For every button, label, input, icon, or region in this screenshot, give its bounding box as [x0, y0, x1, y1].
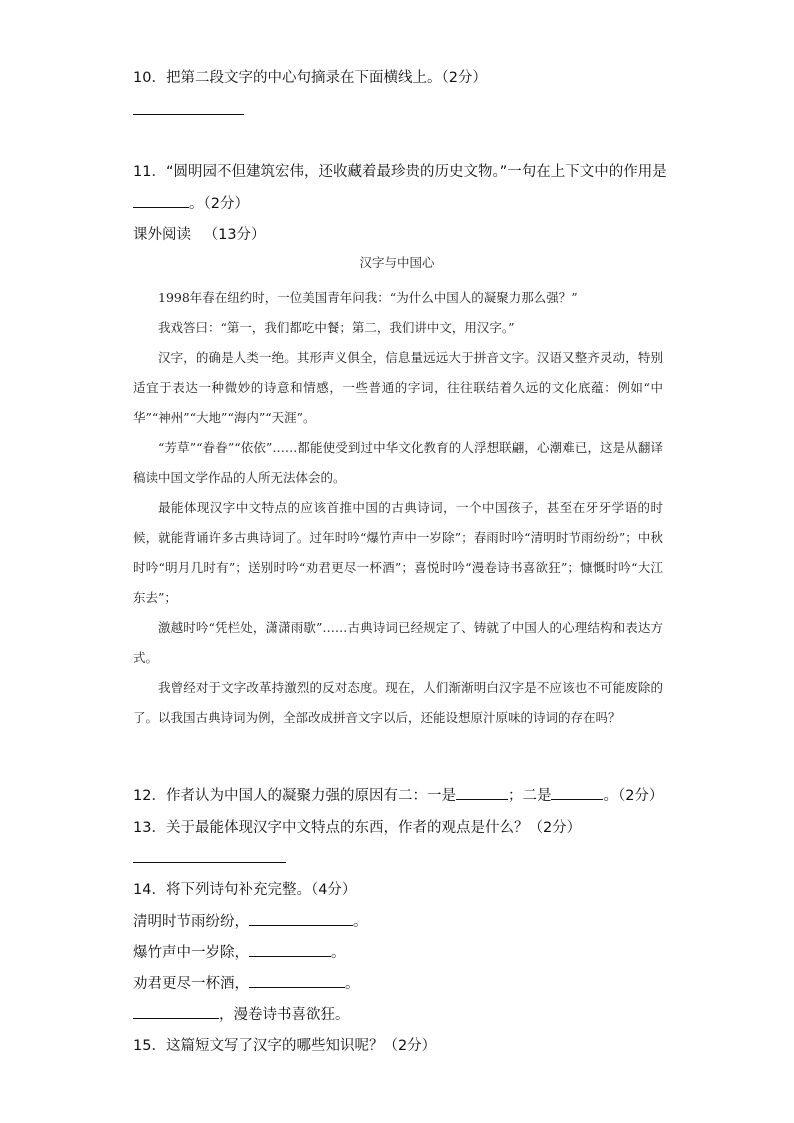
article-body — [133, 283, 663, 733]
poem-line-after: 。 — [353, 914, 368, 930]
poem-line-before: 劝君更尽一杯酒， — [133, 976, 249, 992]
question-11-suffix: 。（2分） — [189, 196, 249, 212]
article-paragraph: 激越时吟“凭栏处，潇潇雨歇”……古典诗词已经规定了、铸就了中国人的心理结构和表达方式。 — [133, 620, 663, 665]
question-14: 14．将下列诗句补充完整。（4分） — [133, 882, 357, 898]
question-11: 11．“圆明园不但建筑宏伟，还收藏着最珍贵的历史文物。”一句在上下文中的作用是 — [133, 164, 667, 180]
question-12-suffix: 。（2分） — [603, 788, 664, 804]
question-12-prefix: 12．作者认为中国人的凝聚力强的原因有二：一是 — [133, 788, 456, 804]
answer-blank-12b[interactable] — [551, 785, 603, 800]
answer-line-13[interactable] — [133, 862, 286, 863]
question-10: 10．把第二段文字的中心句摘录在下面横线上。（2分） — [133, 70, 487, 86]
answer-blank-11[interactable] — [133, 193, 189, 208]
poem-line-after: 。 — [331, 945, 346, 961]
poem-line-1 — [133, 910, 368, 931]
article-paragraph: 汉字，的确是人类一绝。其形声义俱全，信息量远远大于拼音文字。汉语又整齐灵动，特别适宜于表达一种微妙的诗意和情感，一些普通的字词，往往联结着久远的文化底蕴：例如“中华”“神州”“大地”“海内”“天涯”。 — [133, 350, 663, 425]
poem-line-2 — [133, 941, 346, 962]
answer-line-10[interactable] — [133, 114, 244, 115]
article-paragraph: 我戏答曰：“第一，我们都吃中餐；第二，我们讲中文，用汉字。” — [158, 320, 515, 335]
poem-line-after: 。 — [345, 976, 360, 992]
poem-line-3 — [133, 972, 360, 993]
answer-blank-14a[interactable] — [249, 911, 353, 926]
poem-line-before: 爆竹声中一岁除， — [133, 945, 249, 961]
question-15: 15．这篇短文写了汉字的哪些知识呢？（2分） — [133, 1038, 437, 1054]
section-score: （13分） — [203, 227, 266, 243]
article-title: 汉字与中国心 — [359, 255, 435, 270]
question-12 — [133, 784, 663, 805]
article-paragraph: 1998年春在纽约时，一位美国青年问我：“为什么中国人的凝聚力那么强？” — [158, 290, 578, 305]
question-11-continuation — [133, 192, 249, 213]
section-label: 课外阅读 — [133, 227, 191, 243]
poem-line-4 — [133, 1003, 350, 1024]
poem-line-after: ，漫卷诗书喜欲狂。 — [219, 1007, 350, 1023]
question-12-middle: ；二是 — [507, 788, 552, 804]
poem-line-before: 清明时节雨纷纷， — [133, 914, 249, 930]
article-paragraph: 最能体现汉字中文特点的应该首推中国的古典诗词，一个中国孩子，甚至在牙牙学语的时候，就能背诵许多古典诗词了。过年时吟“爆竹声中一岁除”；春雨时吟“清明时节雨纷纷”；中秋时吟“明月几时有”；送别时吟“劝君更尽一杯酒”；喜悦时吟“漫卷诗书喜欲狂”；慷慨时吟“大江东去”； — [133, 500, 663, 605]
answer-blank-14d[interactable] — [133, 1004, 219, 1019]
article-paragraph: “芳草”“眷眷”“依依”……都能使受到过中华文化教育的人浮想联翩，心潮难已，这是从翻译稿读中国文学作品的人所无法体会的。 — [133, 440, 663, 485]
answer-blank-14b[interactable] — [249, 942, 331, 957]
article-paragraph: 我曾经对于文字改革持激烈的反对态度。现在，人们渐渐明白汉字是不应该也不可能废除的了。以我国古典诗词为例，全部改成拼音文字以后，还能设想原汁原味的诗词的存在吗？ — [133, 680, 663, 725]
answer-blank-12a[interactable] — [456, 785, 508, 800]
answer-blank-14c[interactable] — [249, 973, 345, 988]
section-header — [133, 223, 266, 244]
question-13: 13．关于最能体现汉字中文特点的东西，作者的观点是什么？（2分） — [133, 820, 582, 836]
